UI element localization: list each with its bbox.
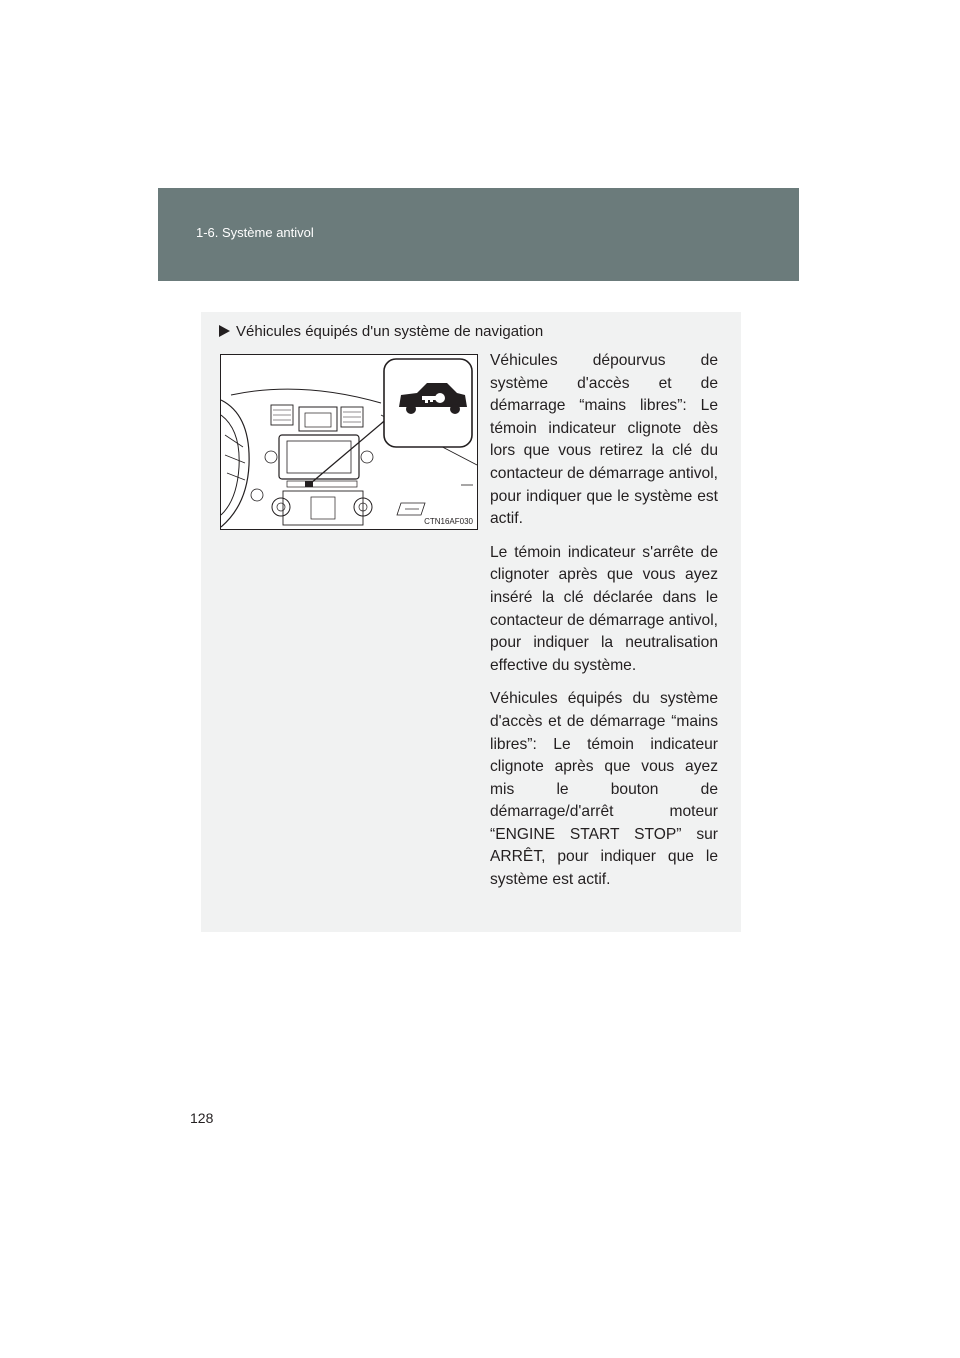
triangle-bullet-icon (219, 325, 230, 337)
figure-code: CTN16AF030 (424, 517, 473, 526)
subheading-text: Véhicules équipés d'un système de navigation (236, 323, 544, 340)
dashboard-drawing (221, 355, 477, 529)
subheading (219, 322, 543, 342)
paragraph-smart-key: Véhicules équipés du système d'accès et de démarrage “mains libres”: Le témoin indicateur clignote après que vous ayez mis le bouton de démarrage/d'arrêt moteur “ENGINE START STOP” sur ARRÊT, pour indiquer que le système est actif. (490, 690, 718, 889)
text-column (490, 350, 718, 903)
paragraph-blink-stop: Le témoin indicateur s'arrête de clignoter après que vous ayez inséré la clé déclarée dans le contacteur de démarrage antivol, pour indiquer la neutralisation effective du système. (490, 543, 718, 674)
header-band (158, 188, 799, 281)
dashboard-illustration (220, 354, 478, 530)
paragraph-no-smart-key: Véhicules dépourvus de système d'accès et de démarrage “mains libres”: Le témoin indicateur clignote dès lors que vous retirez la clé du contacteur de démarrage antivol, pour indiquer que le système est actif. (490, 352, 718, 528)
page-number: 128 (190, 1110, 214, 1126)
section-title: 1-6. Système antivol (196, 225, 314, 240)
content-box (201, 312, 741, 932)
